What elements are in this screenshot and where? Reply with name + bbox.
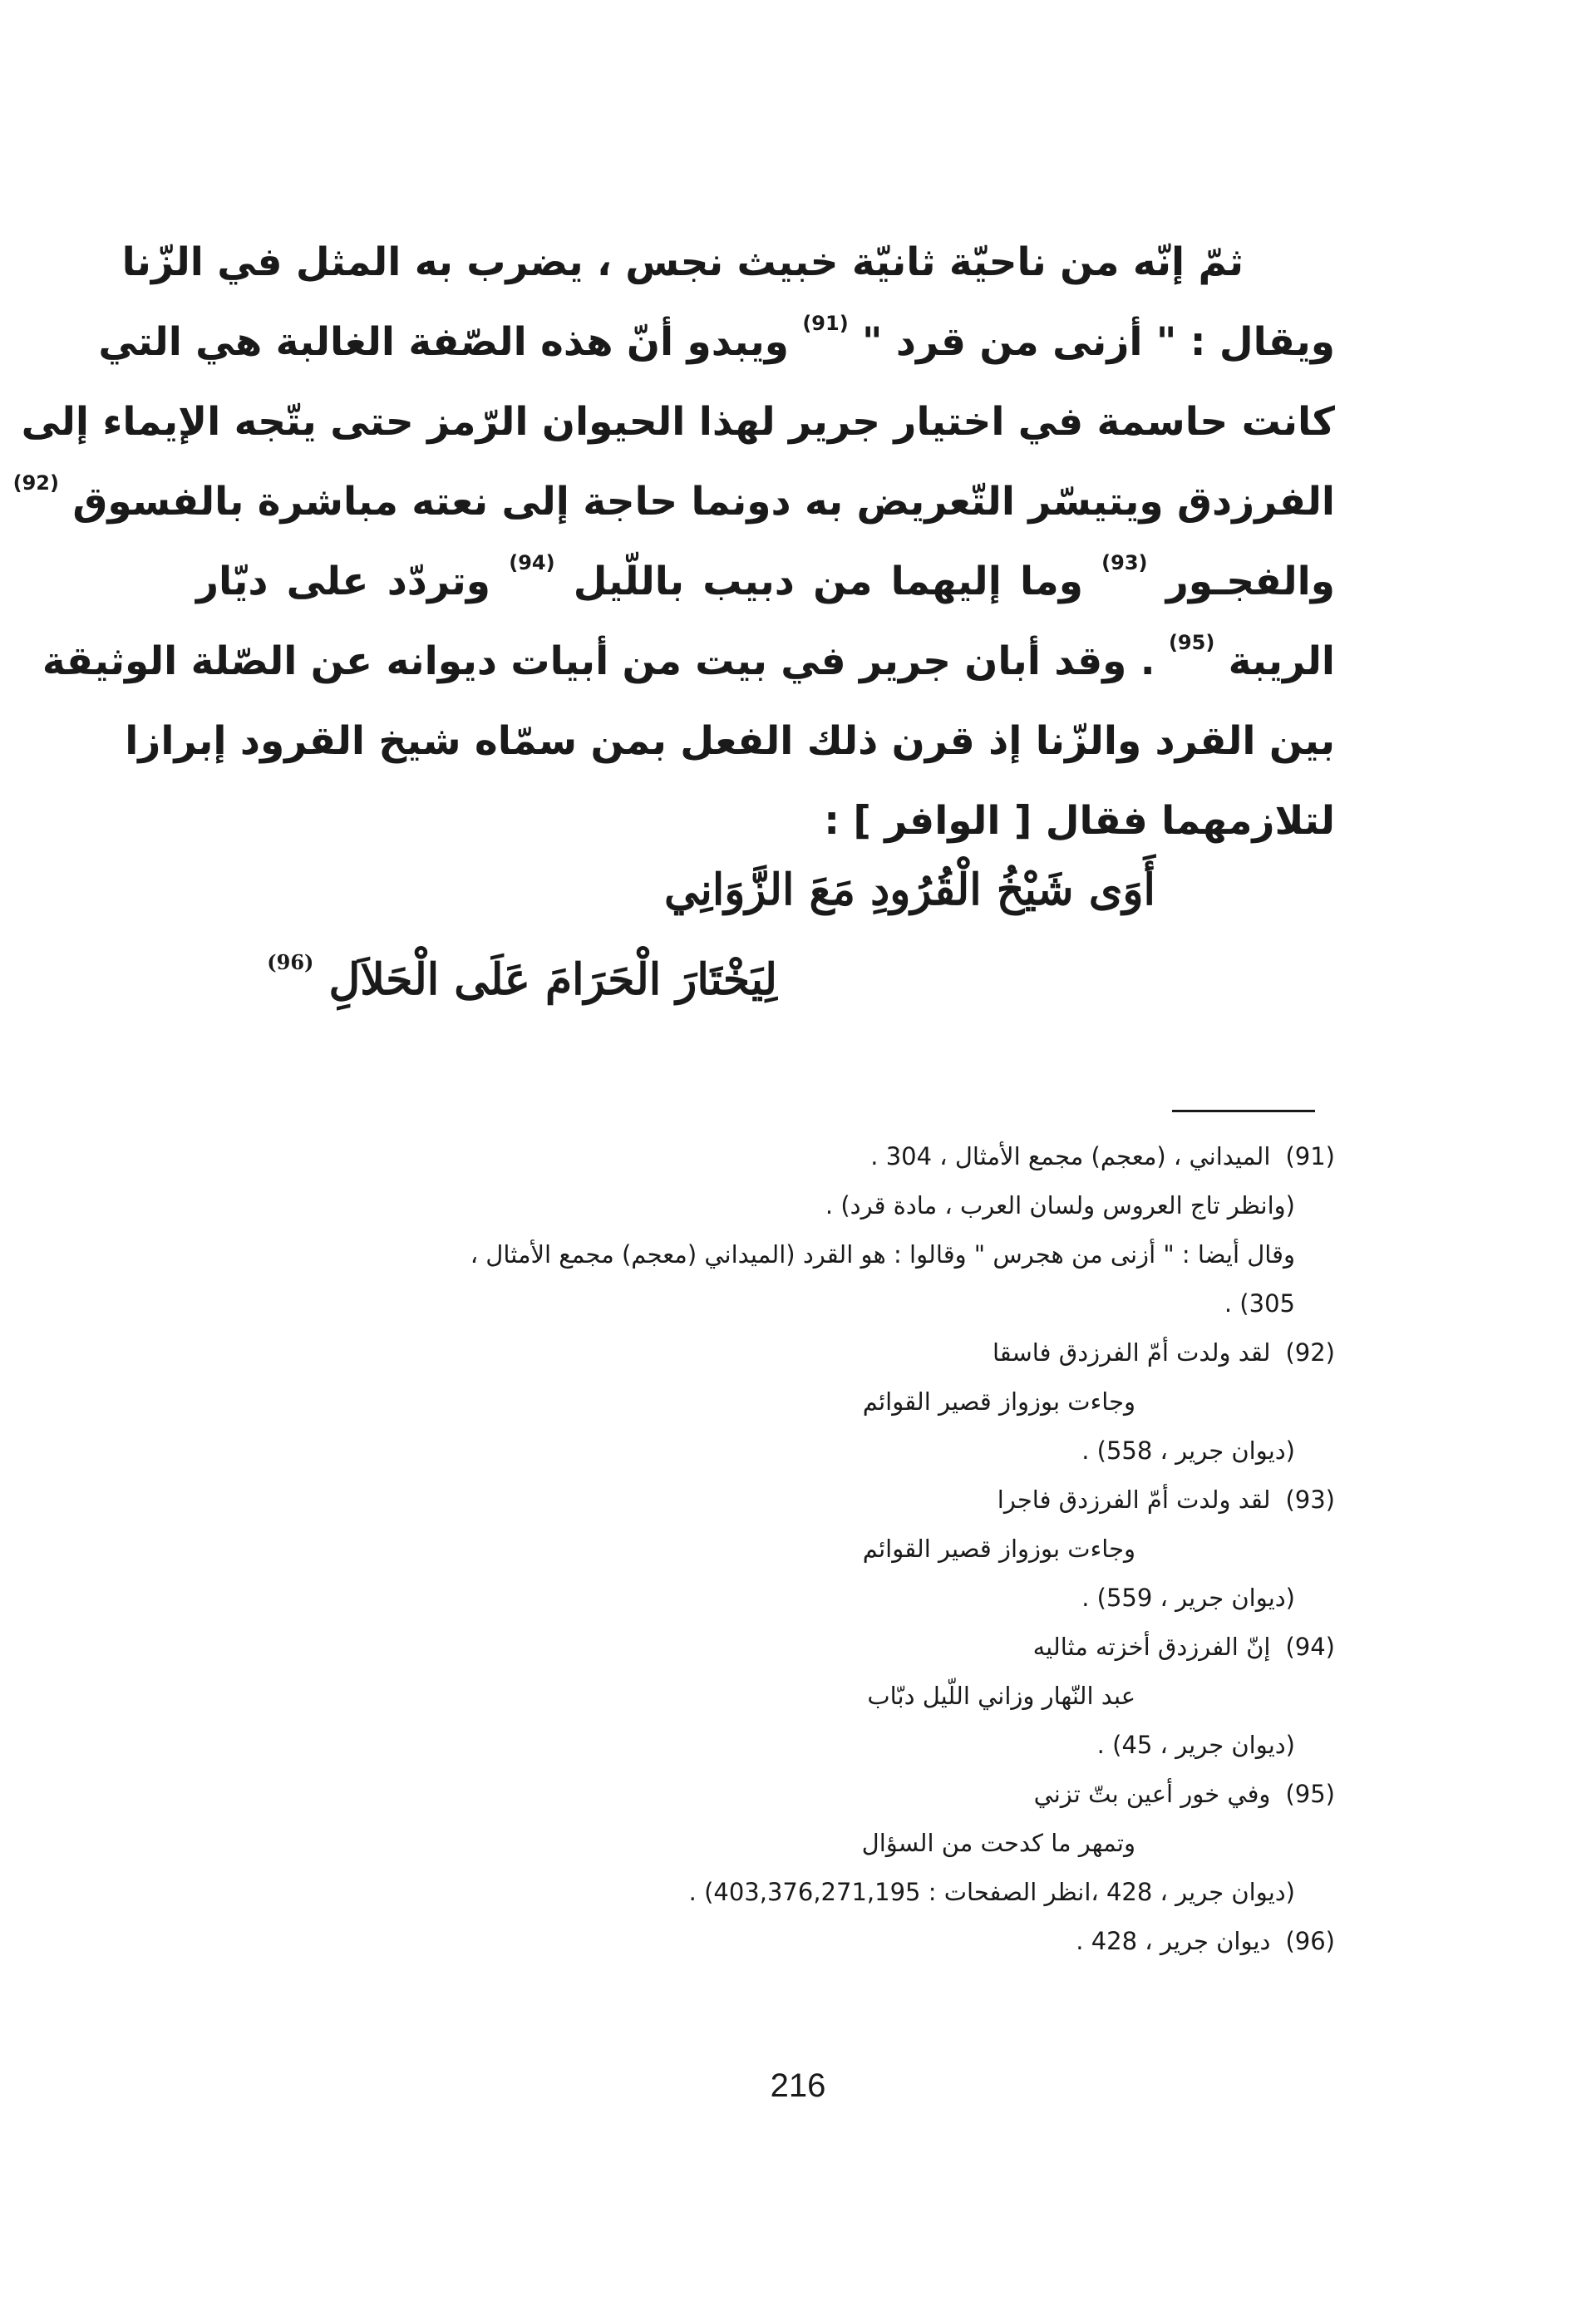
footnote-96: (96)ديوان جرير ، 428 . [1076,1927,1335,1955]
footnote-ref-94: (94) [509,551,555,574]
footnote-number: (95) [1285,1780,1335,1808]
footnote-ref-92: (92) [12,471,59,495]
footnotes [196,1132,1335,1966]
text-line-2: ويقال : " أزنى من قرد " $^{(91)}$ ويبدو أنّ هذه الصّفة الغالبة هي التي [98,312,1335,365]
footnote-91: (91)الميداني ، (معجم) مجمع الأمثال ، 304 . [870,1142,1335,1170]
page-number: 216 [770,2067,826,2104]
verse-first-hemistich: أَوَى شَيْخُ الْقُرُودِ مَعَ الزَّوَانِي [664,865,1155,915]
footnote-ref-96: (96) [267,950,314,974]
footnote-ref-95: (95) [1168,631,1215,654]
footnote-93-line: وجاءت بوزواز قصير القوائم [862,1535,1135,1563]
footnote-number: (92) [1285,1338,1335,1367]
footnote-number: (93) [1285,1486,1335,1514]
footnote-92: (92)لقد ولدت أمّ الفرزدق فاسقا [992,1338,1335,1367]
text-line-5: والفجـور $^{(93)}$ وما إليهما من دبيب باللّيل $^{(94)}$ وتردّد على ديّار [196,551,1335,604]
footnote-95-line: (ديوان جرير ، 428 ،انظر الصفحات : 403,376,271,195) . [688,1878,1295,1906]
main-text [12,223,1335,861]
footnote-number: (91) [1285,1142,1335,1170]
footnote-95-line: وتمهر ما كدحت من السؤال [861,1829,1135,1857]
text-line-1: ثمّ إنّه من ناحيّة ثانيّة خبيث نجس ، يضرب به المثل في الزّنا [121,239,1244,285]
footnote-ref-93: (93) [1101,551,1148,574]
footnote-separator [1172,1110,1315,1112]
footnote-95: (95)وفي خور أعين بتّ تزني [1033,1780,1335,1808]
footnote-number: (96) [1285,1927,1335,1955]
footnote-94-line: عبد النّهار وزاني اللّيل دبّاب [867,1682,1135,1710]
footnote-91-line: 305) . [1224,1289,1295,1318]
text-line-7: بين القرد والزّنا إذ قرن ذلك الفعل بمن سمّاه شيخ القرود إبرازا [125,718,1335,764]
footnote-92-line: وجاءت بوزواز قصير القوائم [862,1387,1135,1416]
text-line-4: الفرزدق ويتيسّر التّعريض به دونما حاجة إلى نعته مباشرة بالفسوق $^{(92)}$ [12,471,1335,525]
footnote-93-line: (ديوان جرير ، 559) . [1081,1584,1295,1612]
footnote-94-line: (ديوان جرير ، 45) . [1096,1731,1295,1759]
footnote-94: (94)إنّ الفرزدق أخزته مثاليه [1032,1633,1335,1661]
text-line-6: الريبة $^{(95)}$ . وقد أبان جرير في بيت من أبيات ديوانه عن الصّلة الوثيقة [42,631,1335,684]
text-line-3: كانت حاسمة في اختيار جرير لهذا الحيوان الرّمز حتى يتّجه الإيماء إلى [21,399,1335,445]
footnote-91-line: وقال أيضا : " أزنى من هجرس " وقالوا : هو القرد (الميداني (معجم) مجمع الأمثال ، [470,1240,1295,1269]
footnote-ref-91: (91) [802,312,849,335]
footnote-91-line: (وانظر تاج العروس ولسان العرب ، مادة قرد) . [825,1191,1295,1219]
footnote-92-line: (ديوان جرير ، 558) . [1081,1436,1295,1465]
text-line-8: لتلازمهما فقال [ الوافر ] : [824,798,1335,844]
footnote-number: (94) [1285,1633,1335,1661]
verse-second-hemistich: لِيَخْتَارَ الْحَرَامَ عَلَى الْحَلاَلِ $^{(96)}$ [267,950,777,1005]
footnote-93: (93)لقد ولدت أمّ الفرزدق فاجرا [997,1486,1335,1514]
